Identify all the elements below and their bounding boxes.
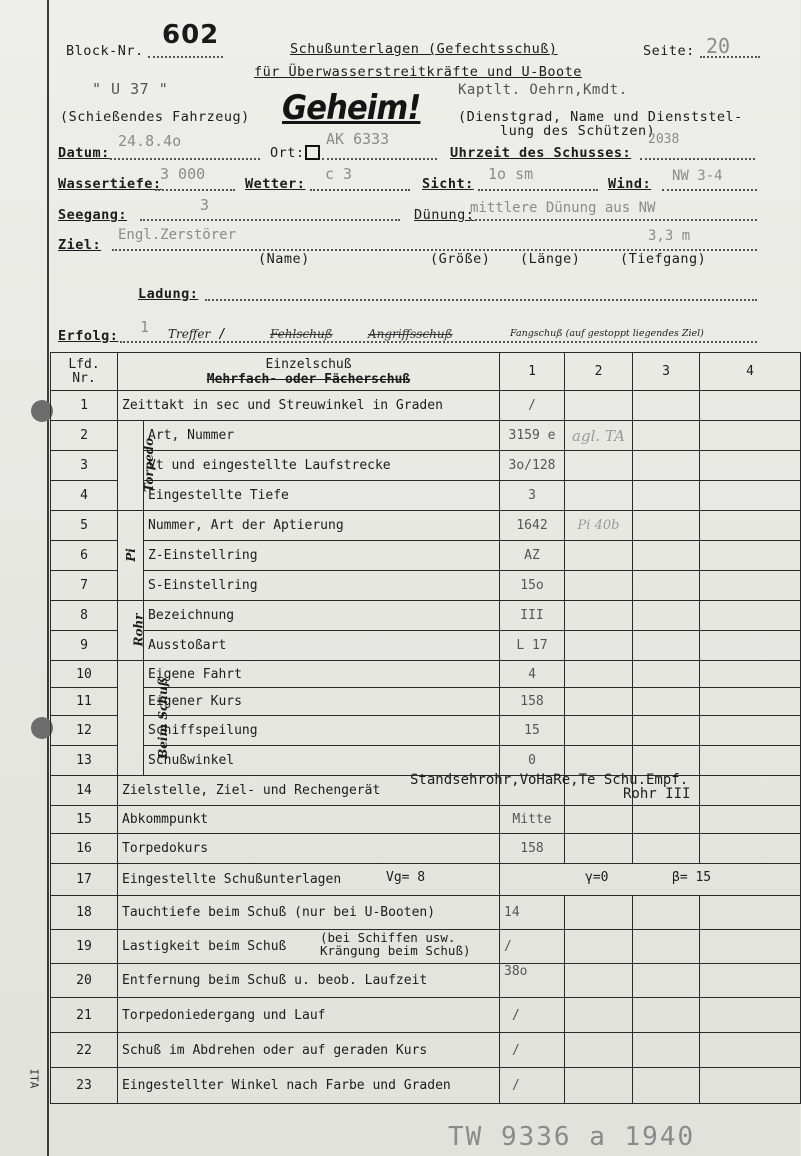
row-value-1: 4 [500, 661, 565, 688]
name-label: (Name) [258, 251, 310, 267]
shot-data-table [50, 352, 801, 1104]
col-4: 4 [700, 353, 801, 391]
col-2: 2 [565, 353, 633, 391]
block-label: Block-Nr. [66, 43, 144, 59]
shooter-value: Kaptlt. Oehrn,Kmdt. [458, 82, 628, 98]
table-row [51, 601, 801, 631]
row-number: 14 [51, 776, 118, 806]
row-number: 23 [51, 1068, 118, 1104]
margin-line [47, 0, 49, 1156]
row-number: 6 [51, 541, 118, 571]
row-value-1: Vg= 8 [386, 870, 426, 885]
row-label-note-2: Krängung beim Schuß) [320, 943, 471, 958]
result-hit: Treffer [168, 327, 211, 341]
date-label: Datum: [58, 145, 110, 161]
target-draught: 3,3 m [648, 228, 691, 244]
group-pi: Pi [123, 548, 138, 562]
row-label: Entfernung beim Schuß u. beob. Laufzeit [118, 964, 500, 998]
archive-stamp: TW 9336 a 1940 [448, 1122, 696, 1152]
swell-label: Dünung: [414, 207, 475, 223]
cargo-label: Ladung: [138, 286, 199, 302]
target-label: Ziel: [58, 237, 102, 253]
target-value: Engl.Zerstörer [118, 227, 237, 243]
table-row [51, 930, 801, 964]
table-row [51, 661, 801, 688]
table-row [51, 451, 801, 481]
table-row [51, 1033, 801, 1068]
row-value-1b: Rohr III [623, 786, 691, 802]
row-label: Art, Nummer [144, 421, 500, 451]
table-row [51, 541, 801, 571]
row-label: Zielstelle, Ziel- und Rechengerät [122, 783, 381, 798]
row-value-1: 3159 e [500, 421, 565, 451]
length-label: (Länge) [520, 251, 581, 267]
place-value: AK 6333 [326, 130, 390, 148]
shooter-label-1: (Dienstgrad, Name und Dienststel- [458, 109, 743, 125]
margin-note: ITA [27, 1068, 41, 1089]
table-row [51, 511, 801, 541]
row-number: 4 [51, 481, 118, 511]
table-row [51, 1068, 801, 1104]
row-value-2: Pi 40b [565, 511, 633, 541]
result-label: Erfolg: [58, 328, 119, 344]
row-value-1: 1642 [500, 511, 565, 541]
table-row [51, 776, 801, 806]
row-label: Lastigkeit beim Schuß [122, 939, 287, 954]
table-header-row [51, 353, 801, 391]
depth-label: Wassertiefe: [58, 176, 162, 192]
depth-value: 3 000 [160, 165, 206, 183]
row-label: Torpedokurs [118, 834, 500, 864]
visibility-label: Sicht: [422, 176, 474, 192]
row-number: 7 [51, 571, 118, 601]
header-multi: Mehrfach- oder Fächerschuß [206, 371, 411, 387]
result-miss: Fehlschuß [270, 327, 333, 341]
form-title: Schußunterlagen (Gefechtsschuß) [290, 41, 558, 57]
form-subtitle: für Überwasserstreitkräfte und U-Boote [254, 64, 582, 80]
header-single: Einzelschuß [265, 356, 352, 372]
result-count: 1 [140, 318, 150, 336]
row-number: 16 [51, 834, 118, 864]
row-number: 18 [51, 896, 118, 930]
table-row [51, 571, 801, 601]
row-value-2: agl. TA [565, 421, 633, 451]
time-label: Uhrzeit des Schusses: [450, 145, 632, 161]
row-value-1: 15o [500, 571, 565, 601]
result-catch: Fangschuß (auf gestoppt liegendes Ziel) [510, 328, 704, 339]
header-nr: Lfd. [68, 356, 100, 372]
table-row [51, 998, 801, 1033]
form-page: Block-Nr. 602 Schußunterlagen (Gefechtsschuß) für Überwasserstreitkräfte und U-Boote Seite: 20 " U 37 " (Schießendes Fahrzeug) Geheim! Kaptlt. Oehrn,Kmdt. (Dienstgrad, Name und Dienststel- lung des Schützen) Datum: 24.8.4o Ort: AK 6333 Uhrzeit des Schusses: 2038 Wassertiefe: 3 000 Wetter: c 3 Sicht: 1o sm Wind: NW 3-4 Seegang: 3 Dünung: mittlere Dünung aus NW Ziel: Engl.Zerstörer 3,3 m (Name) (Größe) (Länge) (Tiefgang) Ladung: Erfolg: 1 Treffer / Fehlschuß Angriffsschuß Fangschuß (auf gestoppt liegendes Ziel) Lfd. Nr. Einzelschuß Mehrfach- oder Fächerschuß 1 2 3 4 1 Zeittakt in sec und Streuwinkel in Graden / 2 Torpedo Art, Nummer 3159 e agl. TA 3 Vt und eingestellte Laufstrecke 3o/128 4 Eingestellte Tiefe 3 5 Pi Nummer, Art der Aptierung 1642 Pi 40b 6 Z-Einstellring AZ 7 S-Einstellring 15o 8 Rohr Bezeichnung III 9 Ausstoßart L 17 10 Beim Schuß Eigene Fahrt 4 11 Eigener Kurs 158 12 Schiffspeilung 15 13 Schußwinkel 0 14 Zielstelle, Ziel- und Rechengerät Standsehrohr,VoHaRe,Te Schu.Empf. Rohr III 15 Abkommpunkt Mitte 16 Torpedokurs 158 17 Eingestellte Schußunterlagen Vg= 8 γ=0 β= 15 18 Tauchtiefe beim Schuß (nur bei U-Booten) 14 19 Lastigkeit beim Schuß (bei Schiffen usw. Krängung beim Schuß) / 20 Entfernung beim Schuß u. beob. Laufzeit 38o 21 Torpedoniedergang und Lauf / 22 Schuß im Abdrehen oder auf geraden Kurs / 23 Eingestellter Winkel nach Farbe und Graden / ITA TW 9336 a 1940 [0, 0, 800, 1156]
row-value-1: / [500, 998, 565, 1033]
row-label: Tauchtiefe beim Schuß (nur bei U-Booten) [118, 896, 500, 930]
row-label: Bezeichnung [144, 601, 500, 631]
row-number: 19 [51, 930, 118, 964]
row-value-1: / [500, 391, 565, 421]
row-value-1: Mitte [500, 806, 565, 834]
size-label: (Größe) [430, 251, 491, 267]
table-row [51, 481, 801, 511]
row-value-2: γ=0 [585, 870, 609, 885]
row-value-1: AZ [500, 541, 565, 571]
row-label: Ausstoßart [144, 631, 500, 661]
row-number: 20 [51, 964, 118, 998]
result-attack: Angriffsschuß [368, 327, 453, 341]
row-label: Eigener Kurs [144, 688, 500, 716]
row-label: Schußwinkel [144, 746, 500, 776]
row-label: Schiffspeilung [144, 716, 500, 746]
place-label: Ort: [270, 145, 305, 161]
row-number: 8 [51, 601, 118, 631]
row-value-1: / [500, 1068, 565, 1104]
row-value-1: 38o [500, 964, 565, 998]
weather-value: c 3 [325, 165, 353, 183]
row-value-1: 0 [500, 746, 565, 776]
row-label: Z-Einstellring [144, 541, 500, 571]
row-label: Eingestellte Schußunterlagen [122, 872, 342, 887]
group-rohr: Rohr [131, 613, 146, 647]
row-value-1: L 17 [500, 631, 565, 661]
row-value-1: / [500, 1033, 565, 1068]
col-1: 1 [500, 353, 565, 391]
row-value-1: 158 [500, 688, 565, 716]
date-value: 24.8.4o [118, 132, 182, 150]
row-value-1: 158 [500, 834, 565, 864]
row-number: 5 [51, 511, 118, 541]
row-number: 13 [51, 746, 118, 776]
row-number: 22 [51, 1033, 118, 1068]
row-value-1: Standsehrohr,VoHaRe,Te Schu.Empf. [410, 772, 689, 788]
sea-label: Seegang: [58, 207, 128, 223]
row-value-1: 3o/128 [500, 451, 565, 481]
group-torpedo: Torpedo [142, 437, 157, 493]
row-number: 3 [51, 451, 118, 481]
header-nr2: Nr. [72, 370, 96, 386]
row-number: 1 [51, 391, 118, 421]
secret-stamp: Geheim! [282, 88, 421, 128]
visibility-value: 1o sm [488, 165, 534, 183]
row-label: S-Einstellring [144, 571, 500, 601]
col-3: 3 [633, 353, 700, 391]
vessel-label: (Schießendes Fahrzeug) [60, 109, 250, 125]
wind-label: Wind: [608, 176, 652, 192]
group-beim-schuss: Beim Schuß [155, 676, 170, 759]
shooter-label-2: lung des Schützen) [500, 123, 656, 139]
row-number: 9 [51, 631, 118, 661]
row-label: Zeittakt in sec und Streuwinkel in Graden [118, 391, 500, 421]
table-row [51, 896, 801, 930]
swell-value: mittlere Dünung aus NW [470, 200, 656, 216]
sea-value: 3 [200, 196, 210, 214]
row-label: Eingestellter Winkel nach Farbe und Graden [118, 1068, 500, 1104]
row-number: 11 [51, 688, 118, 716]
page-label: Seite: [643, 43, 695, 59]
wind-value: NW 3-4 [672, 168, 723, 184]
row-number: 21 [51, 998, 118, 1033]
row-number: 2 [51, 421, 118, 451]
table-row [51, 631, 801, 661]
row-value-1: III [500, 601, 565, 631]
row-label: Vt und eingestellte Laufstrecke [144, 451, 500, 481]
time-value: 2038 [648, 132, 680, 147]
row-value-1: 3 [500, 481, 565, 511]
row-label: Eigene Fahrt [144, 661, 500, 688]
table-row [51, 964, 801, 998]
place-checkbox [305, 145, 320, 160]
row-number: 10 [51, 661, 118, 688]
row-label: Nummer, Art der Aptierung [144, 511, 500, 541]
row-value-1: / [500, 930, 565, 964]
row-value-1: 15 [500, 716, 565, 746]
row-label: Torpedoniedergang und Lauf [118, 998, 500, 1033]
row-label-note-1: (bei Schiffen usw. [320, 930, 456, 945]
row-label: Schuß im Abdrehen oder auf geraden Kurs [118, 1033, 500, 1068]
page-number: 20 [706, 34, 731, 58]
table-row [51, 834, 801, 864]
table-row [51, 806, 801, 834]
row-number: 12 [51, 716, 118, 746]
block-number: 602 [162, 20, 220, 50]
row-number: 17 [51, 864, 118, 896]
row-number: 15 [51, 806, 118, 834]
row-label: Eingestellte Tiefe [144, 481, 500, 511]
row-value-3: β= 15 [672, 870, 712, 885]
table-row [51, 421, 801, 451]
table-row [51, 391, 801, 421]
table-row [51, 864, 801, 896]
row-label: Abkommpunkt [118, 806, 500, 834]
weather-label: Wetter: [245, 176, 306, 192]
row-value-1: 14 [500, 896, 565, 930]
draught-label: (Tiefgang) [620, 251, 707, 267]
vessel-name: " U 37 " [92, 80, 169, 98]
